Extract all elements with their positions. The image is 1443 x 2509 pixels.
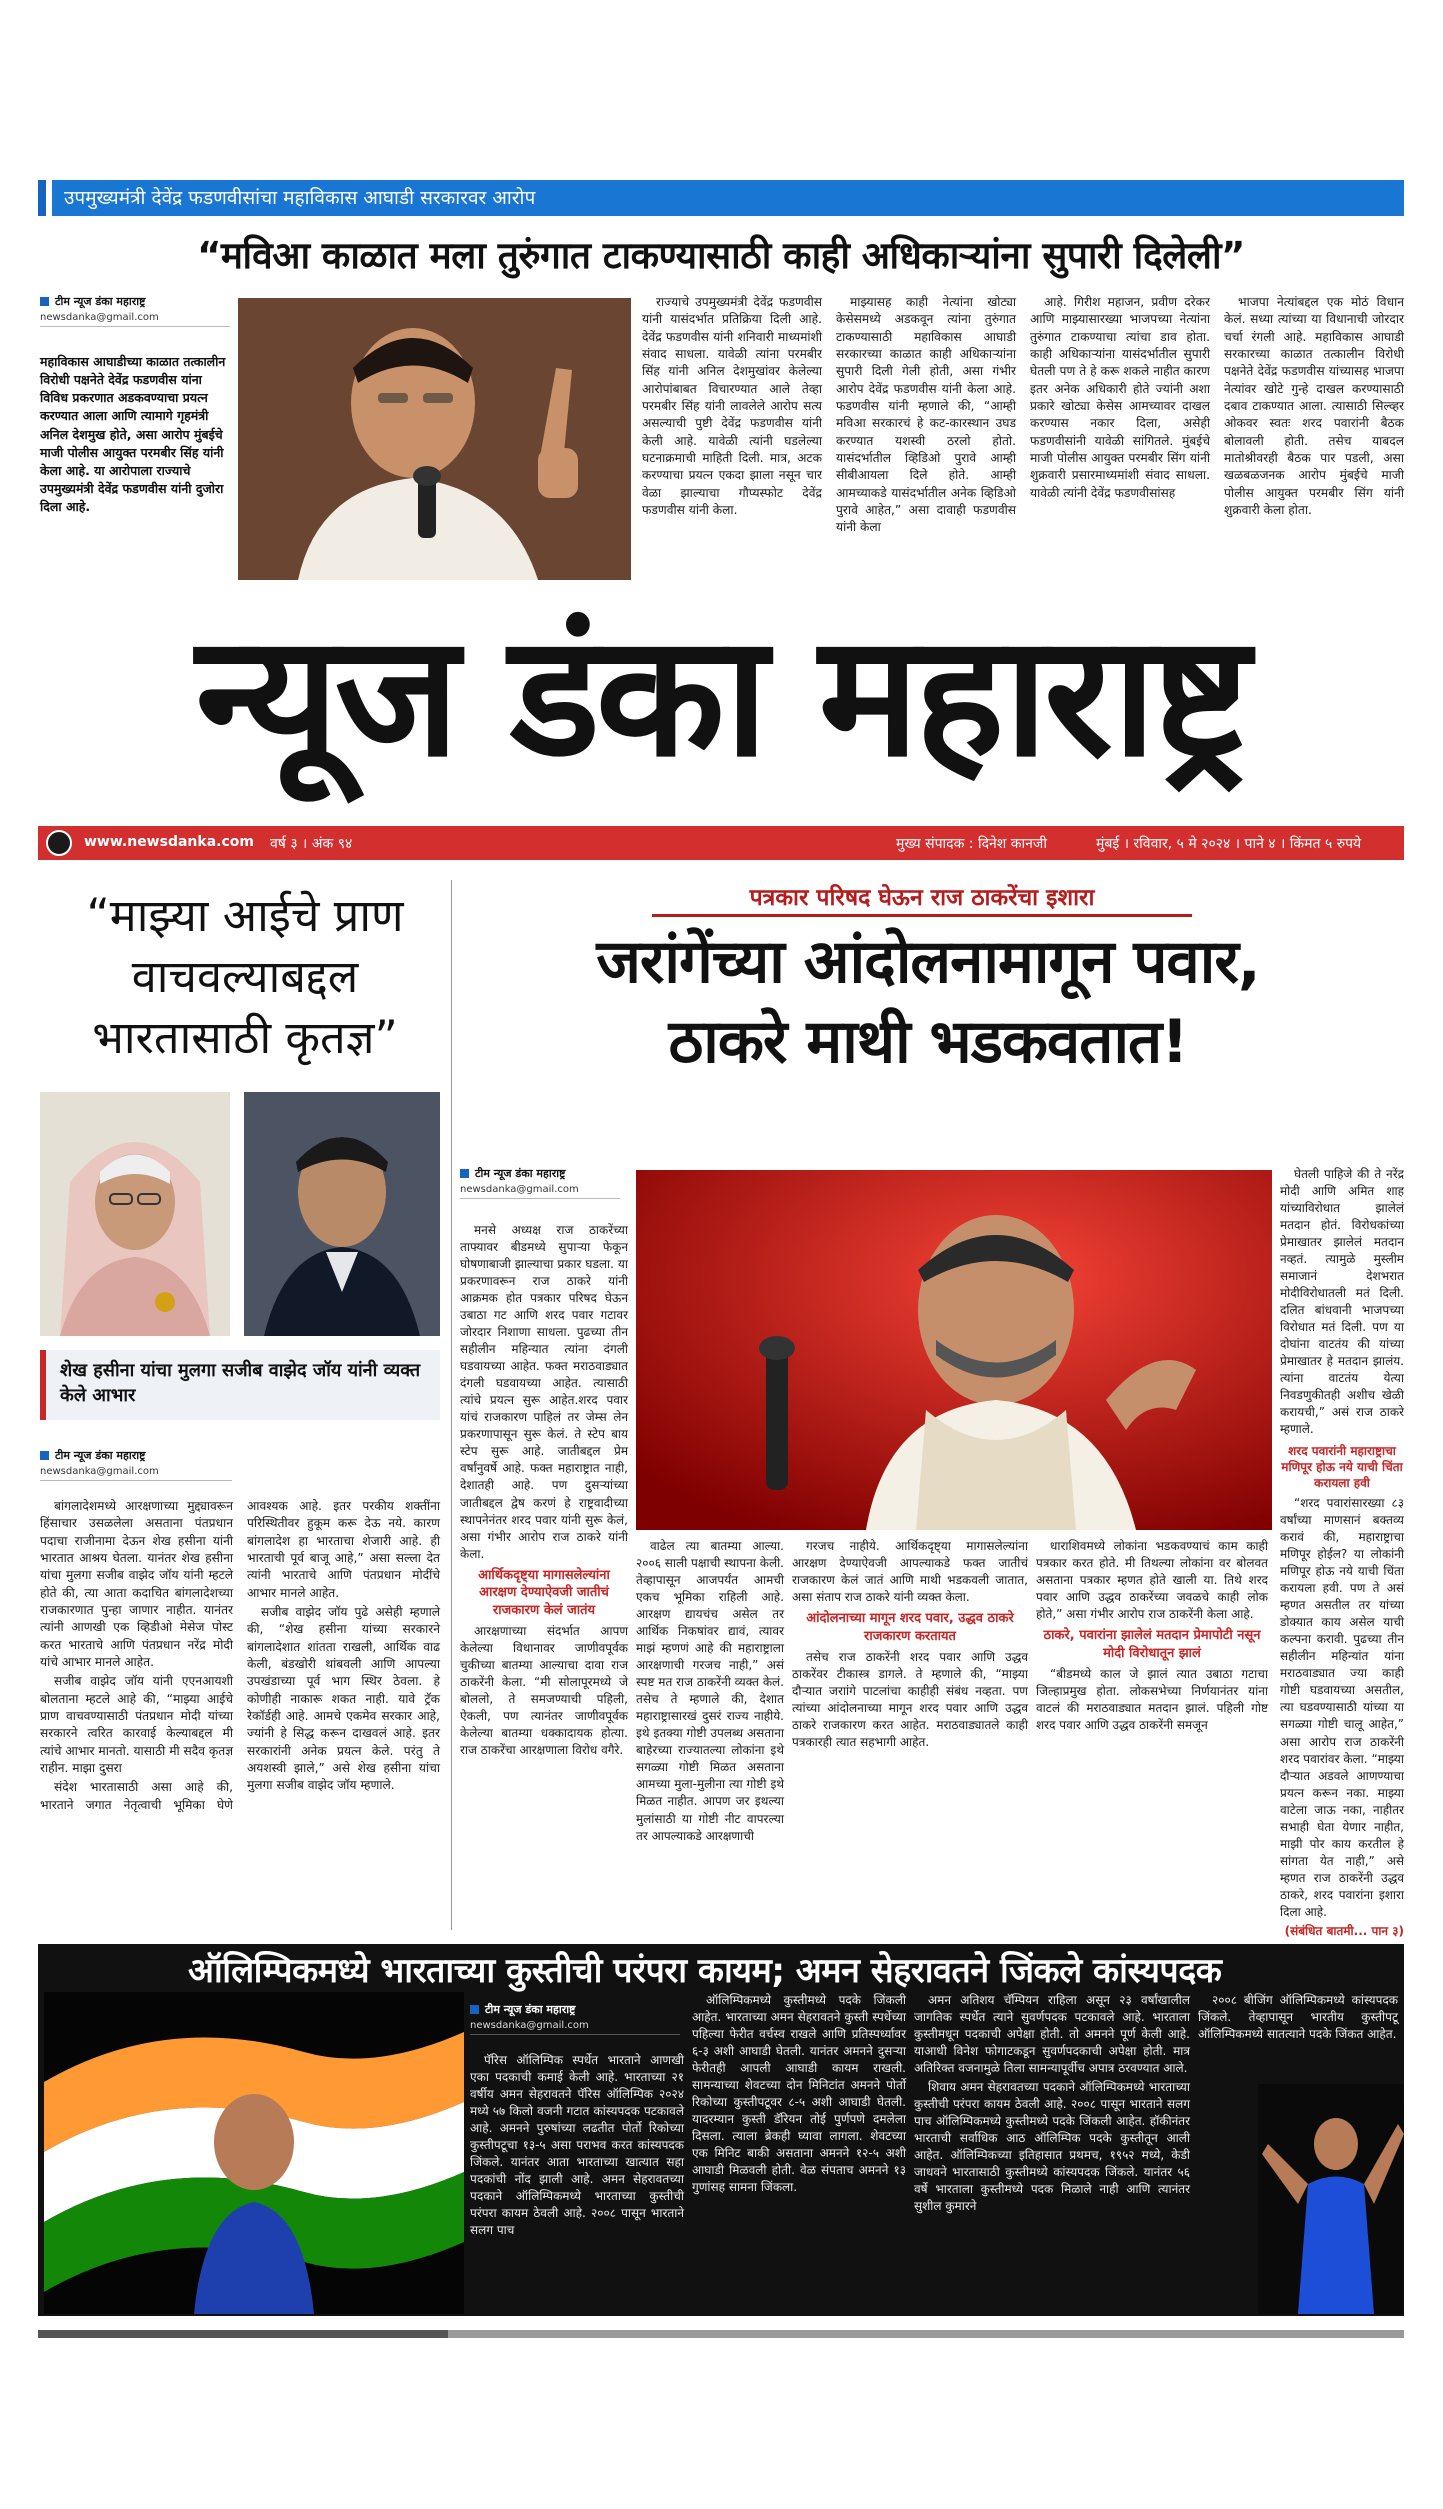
byline-text: टीम न्यूज डंका महाराष्ट्र: [485, 2003, 576, 2016]
olympic-paragraph: अमन अतिशय चॅम्पियन राहिला असून २३ वर्षांखालील जागतिक स्पर्धेत त्याने सुवर्णपदक पटकावले आहे. भारताला कुस्तीमधून पदकाची अपेक्षा होती. तो अमनने पूर्ण केली आहे. याआधी विनेश फोगाटकडून सुवर्णपदकाची अपेक्षा होती. मात्र अतिरिक्त वजनामुळे तिला सामन्यापूर्वीच अपात्र ठरवण्यात आले.: [914, 1993, 1190, 2076]
olympic-headline: ऑलिम्पिकमध्ये भारताच्या कुस्तीची परंपरा कायम; अमन सेहरावतने जिंकले कांस्यपदक: [188, 1951, 1222, 1991]
editor-name: मुख्य संपादक : दिनेश कानजी: [896, 836, 1047, 852]
lead-story-col5: [1280, 1166, 1404, 1940]
sheikh-hasina-photo-art: [40, 1092, 230, 1336]
olympic-paragraph: शिवाय अमन सेहरावतच्या पदकाने ऑलिम्पिकमध्ये भारताच्या कुस्तीची परंपरा कायम ठेवली आहे. २००८ पासून भारताने सलग पाच ऑलिम्पिकमध्ये कुस्तीमध्ये पदके जिंकली आहेत. हॉकीनंतर भारताची सर्वाधिक आठ ऑलिम्पिक पदके कुस्तीतून आली आहेत. ऑलिम्पिकच्या इतिहासात प्रथमच, १९५२ मध्ये, केडी जाधवने भारतासाठी कुस्तीमध्ये कांस्यपदक जिंकले. यानंतर ५६ वर्षे भारताला कुस्तीमध्ये पदक मिळाले नाही आणि त्यानंतर सुशील कुमारने: [914, 2080, 1190, 2214]
sajeeb-wazed-photo: [244, 1092, 440, 1336]
top-story-body: [642, 294, 1404, 584]
masthead-bar: [38, 826, 1404, 860]
olympic-col4: [1198, 1992, 1398, 2045]
left-story-paragraph: सजीब वाझेद जॉय यांनी एएनआयशी बोलताना म्हटले आहे की, “माझ्या आईचे प्राण वाचवण्यासाठी पंतप्रधान मोदी यांच्या सरकारने त्वरित कारवाई केल्याबद्दल मी त्यांचे आभार मानतो. यासाठी मी सदैव कृतज्ञ राहीन. माझा दुसरा: [40, 1674, 234, 1775]
website-link[interactable]: www.newsdanka.com: [84, 834, 254, 850]
olympic-col2: [692, 1992, 906, 2198]
lead-story-paragraph: तसेच राज ठाकरेंनी शरद पवार आणि उद्धव ठाकरेंवर टीकास्त्र डागले. ते म्हणाले की, “माझ्या दौऱ्यात जराांगे पाटलांचा काहीही संबंध नव्हता. पण त्यांच्या आंदोलनाच्या मागून शरद पवार आणि उद्धव ठाकरे राजकारण करत आहेत. मराठवाड्यातले काही पत्रकारही त्यात सहभागी आहेत.: [792, 1650, 1028, 1750]
byline: [470, 2002, 680, 2017]
email: newsdanka@gmail.com: [470, 2020, 680, 2035]
olympic-paragraph: ऑलिम्पिकमध्ये कुस्तीमध्ये पदके जिंकली आहेत. भारताच्या अमन सेहरावतने कुस्ती स्पर्धेच्या पहिल्या फेरीत वर्चस्व राखले आणि प्रतिस्पर्ध्यावर ६-३ अशी आघाडी घेतली. यानंतर अमनने दुसऱ्या फेरीतही आपली आघाडी कायम राखली. सामन्याच्या शेवटच्या दोन मिनिटांत अमनने पोर्तो रिकोच्या कुस्तीपटूवर ८-५ अशी आघाडी घेतली. यादरम्यान कुस्ती डॅरियन तोई पुर्णपणे दमलेला दिसला. त्याला ब्रेकही घ्यावा लागला. शेवटच्या एक मिनिट बाकी असताना अमनने १२-५ अशी आघाडी मिळवली होती. वेळ संपताच अमनने १३ गुणांसह सामना जिंकला.: [692, 1993, 906, 2195]
lead-story-headline-2: ठाकरे माथी भडकवतात!: [668, 1007, 1188, 1077]
raj-thackeray-photo: [636, 1170, 1272, 1530]
left-story-paragraph: संदेश भारतासाठी असा आहे की, भारताने जगात नेतृत्वाची भूमिका घेणे आवश्यक आहे. इतर परकीय शक्तींना परिस्थितीवर हुकूम करू देऊ नये. कारण बांगलादेश हा भारताचा शेजारी आहे. ही भारताची पूर्व बाजू आहे,” असा सल्ला देत त्यांनी भारताचे आणि पंतप्रधान मोदींचे आभार मानले आहेत.: [40, 1499, 440, 1812]
lead-story-subhead-3: ठाकरे, पवारांना झालेलं मतदान प्रेमापोटी नसून मोदी विरोधातून झालं: [1043, 1628, 1261, 1661]
left-story-body: [40, 1498, 440, 1930]
sajeeb-wazed-photo-art: [244, 1092, 440, 1336]
top-story-paragraph: आहे. गिरीश महाजन, प्रवीण दरेकर आणि माझ्यासारख्या भाजपच्या नेत्यांना तुरुंगात टाकण्याचा त्यांचा डाव होता. काही अधिकाऱ्यांना यासंदर्भातील सुपारी घेतली पण ते हे करू शकले नाहीत कारण इतर अनेक अधिकारी होते ज्यांनी अशा प्रकारे खोट्या केसेस आमच्यावर दाखल करण्यास नकार दिला, असेही फडणवीसांनी यावेळी सांगितले. मुंबईचे माजी पोलीस आयुक्त परमबीर सिंग यांनी शुक्रवारी प्रसारमाध्यमांशी संवाद साधला. यावेळी त्यांनी देवेंद्र फडणवीसांसह: [1030, 295, 1210, 500]
top-story-paragraph: राज्याचे उपमुख्यमंत्री देवेंद्र फडणवीस यांनी यासंदर्भात प्रतिक्रिया दिली आहे. देवेंद्र फडणवीस यांनी शनिवारी माध्यमांशी संवाद साधला. यावेळी त्यांना परमबीर सिंह यांनी अनिल देशमुखांवर केलेल्या आरोपांबाबत विचारण्यात आले तेव्हा परमबीर सिंह यांनी लावलेले आरोप सत्य असल्याची पुष्टी देवेंद्र फडणवीस यांनी केली आहे. यावेळी त्यांनी घडलेल्या घटनाक्रमाची माहिती दिली. मात्र, अटक करण्याचा प्रयत्न एकदा झाला नसून चार वेळा झाल्याचा गौप्यस्फोट देवेंद्र फडणवीस यांनी केला.: [642, 295, 822, 517]
email: newsdanka@gmail.com: [460, 1184, 620, 1199]
lead-story-paragraph: आरक्षणाच्या संदर्भात आपण केलेल्या विधानावर जाणीवपूर्वक चुकीच्या बातम्या आल्याचा दावा राज ठाकरेंनी केला. “मी सोलापूरमध्ये जे बोललो, ते समजण्याची पहिली, ऐकली, पण त्यानंतर जाणीवपूर्वक केलेल्या बातम्या धक्कादायक होत्या. राज ठाकरेंचा आरक्षणाला विरोध वगैरे.: [460, 1624, 628, 1758]
byline-square-icon: [40, 1451, 49, 1460]
lead-story-paragraph: गरजच नाहीये. आर्थिकदृष्ट्या मागासलेल्यांना आरक्षण देण्याऐवजी आपल्याकडे फक्त जातीचं राजकारण केलं जातं आणि माथी भडकवली जातात, असा संताप राज ठाकरे यांनी व्यक्त केला.: [792, 1539, 1028, 1605]
lead-story-kicker: पत्रकार परिषद घेऊन राज ठाकरेंचा इशारा: [652, 880, 1192, 917]
byline-text: टीम न्यूज डंका महाराष्ट्र: [475, 1167, 566, 1180]
masthead-title: न्यूज डंका महाराष्ट्र: [195, 598, 1247, 794]
top-story-summary: महाविकास आघाडीच्या काळात तत्कालीन विरोधी पक्षनेते देवेंद्र फडणवीस यांना विविध प्रकरणात अडकवण्याचा प्रयत्न करण्यात आला आणि त्यामागे गृहमंत्री अनिल देशमुख होते, असा आरोप मुंबईचे माजी पोलीस आयुक्त परमबीर सिंह यांनी केला आहे. या आरोपाला राज्याचे उपमुख्यमंत्री देवेंद्र फडणवीस यांनी दुजोरा दिला आहे.: [40, 354, 226, 514]
bottom-rule: [38, 2330, 1404, 2338]
left-story-paragraph: सजीब वाझेद जॉय पुढे असेही म्हणाले की, “शेख हसीना यांच्या सरकारने बांगलादेशात शांतता राखली, आर्थिक वाढ केली, बंडखोरी थांबवली आणि आपल्या उपखंडाच्या पूर्व भाग स्थिर ठेवला. हे कोणीही नाकारू शकत नाही. यावे ट्रॅक रेकॉर्डही आहे. आमचे एकमेव सरकार आहे, ज्यांनी हे सिद्ध करून दाखवलं आहे. इतर सरकारांनी अनेक प्रयत्न केले. परंतु ते अयशस्वी झाले,” असे शेख हसीना यांचा मुलगा सजीब वाझेद जॉय म्हणाले.: [247, 1604, 440, 1793]
top-story-kicker-bar: [38, 180, 1404, 216]
left-story-quote: “माझ्या आईचे प्राण वाचवल्याबद्दल भारतासाठी कृतज्ञ”: [86, 889, 404, 1064]
byline: [40, 1448, 232, 1463]
lead-story-paragraph: “बीडमध्ये काल जे झालं त्यात उबाठा गटाचा जिल्हाप्रमुख होता. लोकसभेच्या निर्णयानंतर यांना वाटलं की मराठवाड्यात मतदान झालं. पहिली गोष्ट शरद पवार आणि उद्धव ठाकरेंनी समजून: [1036, 1667, 1268, 1733]
lead-story-headline-1: जरांगेंच्या आंदोलनामागून पवार,: [596, 927, 1260, 997]
left-story-paragraph: बांगलादेशमध्ये आरक्षणाच्या मुद्द्यावरून हिंसाचार उसळलेला असताना पंतप्रधान पदाचा राजीनामा देऊन शेख हसीना यांनी भारतात आश्रय घेतला. यानंतर शेख हसीना यांचा मुलगा सजीब वाझेद जॉय यांनी म्हटले होते की, त्या आता कदाचित बांगलादेशच्या राजकारणात पुन्हा जाणार नाहीत. यानंतर त्यांनी आणखी एक व्हिडीओ मेसेज पोस्ट करत भारताचे आणि पंतप्रधान नरेंद्र मोदी यांचे आभार मानले आहेत.: [40, 1499, 233, 1669]
top-story-kicker: उपमुख्यमंत्री देवेंद्र फडणवीसांचा महाविकास आघाडी सरकारवर आरोप: [64, 187, 536, 209]
byline-square-icon: [460, 1169, 469, 1178]
lead-story-subhead-2: आंदोलनाच्या मागून शरद पवार, उद्धव ठाकरे राजकारण करतायत: [806, 1611, 1014, 1644]
lead-story-col1: [460, 1222, 628, 1762]
lead-story-byline-block: [460, 1166, 620, 1199]
fadnavis-photo: [238, 298, 631, 580]
sheikh-hasina-photo: [40, 1092, 230, 1336]
lead-story-intro: मनसे अध्यक्ष राज ठाकरेंच्या ताफ्यावर बीडमध्ये सुपाऱ्या फेकून घोषणाबाजी झाल्याचा प्रकार घडला. या प्रकरणावरून राज ठाकरे यांनी आक्रमक होत पत्रकार परिषद घेऊन उबाठा गट आणि शरद पवार गटावर जोरदार निशाणा साधला. पुढच्या तीन सहीलीन महिन्यात त्यांना दंगली घडवायच्या आहेत. फक्त मराठवाड्यात दंगली घडवायच्या आहेत. त्यासाठी त्यांचे प्रयत्न सुरू आहेत.शरद पवार यांचं राजकारण पाहिलं तर जेम्स लेन प्रकरणापासून सुरू केलं. ते स्टेप बाय स्टेप सुरू आहे. जातीबद्दल प्रेम वर्षांनुवर्षे आहे. फक्त महाराष्ट्रात नाही, देशातही आहे. पण दुसऱ्यांच्या जातीबद्दल द्वेष करणं हे राष्ट्रवादीच्या स्थापनेनंतर शरद पवार यांनी सुरू केलं, असा गंभीर आरोप राज ठाकरे यांनी केला.: [460, 1223, 628, 1561]
fadnavis-photo-art: [238, 298, 631, 580]
byline-text: टीम न्यूज डंका महाराष्ट्र: [55, 1449, 146, 1462]
aman-sehrawat-flag-art: [44, 1992, 464, 2314]
raj-thackeray-photo-art: [636, 1170, 1272, 1530]
top-story-paragraph: भाजपा नेत्यांबद्दल एक मोठं विधान केलं. सध्या त्यांच्या या विधानाची जोरदार चर्चा रंगली आहे. महाविकास आघाडी सरकारच्या काळात तत्कालीन विरोधी पक्षनेते देवेंद्र फडणवीस यांच्यासह भाजपा नेत्यांवर खोटे गुन्हे दाखल करण्यासाठी दबाव टाकण्यात आला. त्यासाठी सिल्व्हर ओकवर स्वतः शरद पवारांनी बैठक बोलावली होती. तसेच याबदल मातोश्रीवरही बैठक पार पडली, असा खळबळजनक आरोप मुंबईचे माजी पोलीस आयुक्त परमबीर सिंग यांनी शुक्रवारी केला होता.: [1224, 295, 1404, 517]
left-story-caption: शेख हसीना यांचा मुलगा सजीब वाझेद जॉय यांनी व्यक्त केले आभार: [60, 1360, 421, 1407]
top-story-headline: “मविआ काळात मला तुरुंगात टाकण्यासाठी काही अधिकाऱ्यांना सुपारी दिलेली”: [197, 234, 1245, 277]
left-story-caption-box: [40, 1350, 440, 1420]
lead-story-paragraph: धाराशिवमध्ये लोकांना भडकवण्याचं काम काही पत्रकार करत होते. मी तिथल्या लोकांना वर बोलवत असताना पत्रकार म्हणत होते खाली या. तिथे शरद पवार आणि उद्धव ठाकरेंच्या जवळचे काही लोक होते,” असा गंभीर आरोप राज ठाकरेंनी केला आहे.: [1036, 1539, 1268, 1622]
olympic-byline-block: [470, 2002, 680, 2035]
olympic-col1: [470, 2052, 684, 2241]
olympic-section: [38, 1944, 1404, 2316]
top-story-byline-block: [40, 294, 230, 516]
lead-story-col3: [792, 1538, 1028, 1753]
lead-story-paragraph: “शरद पवारांसारख्या ८३ वर्षांच्या माणसानं बक्तव्य करावं की, महाराष्ट्राचा मणिपूर होईल? या लोकांनी मणिपूर होऊ नये याची चिंता करायला हवी. पण ते असं म्हणत असतील तर यांच्या डोक्यात काय असेल याची कल्पना करावी. पुढच्या तीन सहीलीन महिन्यांत यांना मराठवाड्यात ज्या काही गोष्टी घडवायच्या असतील, त्या घडवण्यासाठी यांच्या या सगळ्या गोष्टी चालू आहेत,” असा आरोप राज ठाकरेंनी शरद पवारांवर केला. “माझ्या दौऱ्यात अडवले आणण्याचा प्रयत्न करून नका. माझ्या वाटेला जाऊ नका, नाहीतर सभाही घेता येणार नाहीत, माझी पोर काय करतील हे सांगता येत नाही,” असे म्हणत राज ठाकरेंनी उद्धव ठाकरे, शरद पवारांना इशारा दिला आहे.: [1280, 1496, 1404, 1919]
email: newsdanka@gmail.com: [40, 1466, 232, 1481]
top-story-paragraph: माझ्यासह काही नेत्यांना खोट्या केसेसमध्ये अडकवून त्यांना तुरुंगात टाकण्यासाठी महाविकास आघाडी सरकारच्या काळात काही अधिकाऱ्यांना सुपारी दिली गेली होती, असा गंभीर आरोप देवेंद्र फडणवीस यांनी केला आहे. फडणवीस यांनी म्हणाले की, “आम्ही मविआ सरकारचं हे कट-कारस्थान उघड करण्यात यशस्वी ठरलो होतो. यासंदर्भातील व्हिडिओ पुरावे आम्ही सीबीआयला दिले होते. आम्ही आमच्याकडे यासंदर्भातील अनेक व्हिडिओ पुरावे आहेत,” असा दावाही फडणवीस यांनी केला: [836, 295, 1016, 535]
issue-details: मुंबई । रविवार, ५ मे २०२४ । पाने ४ । किंमत ५ रुपये: [1096, 836, 1362, 852]
globe-icon: [46, 830, 72, 856]
lead-story-subhead-1: आर्थिकदृष्ट्या मागासलेल्यांना आरक्षण देण्याऐवजी जातीचं राजकारण केलं जातंय: [478, 1567, 610, 1618]
lead-story-paragraph: वाढेल त्या बातम्या आल्या. २००६ साली पक्षाची स्थापना केली. तेव्हापासून आजपर्यंत आमची एकच भूमिका राहिली आहे. आरक्षण द्यायचंच असेल तर आर्थिक निकषांवर द्यावं, त्यावर माझं म्हणणं आहे की महाराष्ट्राला आरक्षणाची गरजच नाही,” असं स्पष्ट मत राज ठाकरेंनी व्यक्त केलं. तसेच ते म्हणाले की, देशात महाराष्ट्रासारखं दुसरं राज्य नाहीये. इथे इतक्या गोष्टी उपलब्ध असताना बाहेरच्या राज्यातल्या लोकांना इथे सगळ्या गोष्टी मिळत असताना आमच्या मुला-मुलीना त्या गोष्टी इथे मिळत नाहीत. आपण जर इथल्या मुलांसाठी या गोष्टी नीट वापरल्या तर आपल्याकडे आरक्षणाची: [636, 1539, 785, 1843]
byline-square-icon: [40, 297, 49, 306]
byline-text: टीम न्यूज डंका महाराष्ट्र: [55, 295, 146, 308]
byline: [460, 1166, 620, 1181]
olympic-col3: [914, 1992, 1190, 2217]
byline: [40, 294, 230, 309]
email: newsdanka@gmail.com: [40, 312, 230, 327]
aman-wrestler-art: [1258, 2084, 1404, 2314]
issue-number: वर्ष ३ । अंक ९४: [270, 836, 353, 852]
olympic-paragraph: पॅरिस ऑलिम्पिक स्पर्धेत भारताने आणखी एका पदकाची कमाई केली आहे. भारताच्या २१ वर्षीय अमन सेहरावतने पॅरिस ऑलिम्पिक २०२४ मध्ये ५७ किलो वजनी गटात कांस्यपदक पटकावले आहे. अमनने पुरुषांच्या लढतीत पोर्तो रिकोच्या कुस्तीपटूचा १३-५ असा पराभव करत कांस्यपदक जिंकले. यानंतर आता भारताच्या खात्यात सहा पदकांची नोंद झाली आहे. अमन सेहरावतच्या पदकाने ऑलिम्पिकमध्ये भारताच्या कुस्तीची परंपरा कायम ठेवली आहे. २००८ पासून भारताने सलग पाच: [470, 2053, 684, 2238]
lead-story-col4: [1036, 1538, 1268, 1736]
lead-story-paragraph: घेतली पाहिजे की ते नरेंद्र मोदी आणि अमित शाह यांच्याविरोधात झालेलं मतदान होतं. विरोधकांच्या प्रेमाखातर झालेलं मतदान नव्हतं. त्यामुळे मुस्लीम समाजानं देशभरात मोदीविरोधातली मतं दिली. दलित बांधवानी भाजपच्या विरोधात मतं दिली. पण या दोघांना वाटतंय की यांच्या प्रेमाखातर हे मतदान झालंय. त्यांना वाटतंय येत्या निवडणुकीतही अशीच खेळी करायची,” असं राज ठाकरे म्हणाले.: [1280, 1167, 1404, 1437]
left-story-byline-block: [40, 1448, 232, 1481]
lead-story-subhead-4: शरद पवारांनी महाराष्ट्राचा मणिपूर होऊ नये याची चिंता करायला हवी: [1281, 1443, 1403, 1490]
aman-wrestler-photo: [1258, 2084, 1404, 2314]
byline-square-icon: [470, 2005, 479, 2014]
aman-sehrawat-flag-photo: [44, 1992, 464, 2314]
olympic-paragraph: २००८ बीजिंग ऑलिम्पिकमध्ये कांस्यपदक जिंकले. तेव्हापासून भारतीय कुस्तीपटू ऑलिम्पिकमध्ये सातत्याने पदके जिंकत आहेत.: [1198, 1993, 1398, 2042]
continued-link[interactable]: (संबंधित बातमी... पान ३): [1284, 1923, 1404, 1938]
lead-story-col2: [636, 1538, 784, 1847]
